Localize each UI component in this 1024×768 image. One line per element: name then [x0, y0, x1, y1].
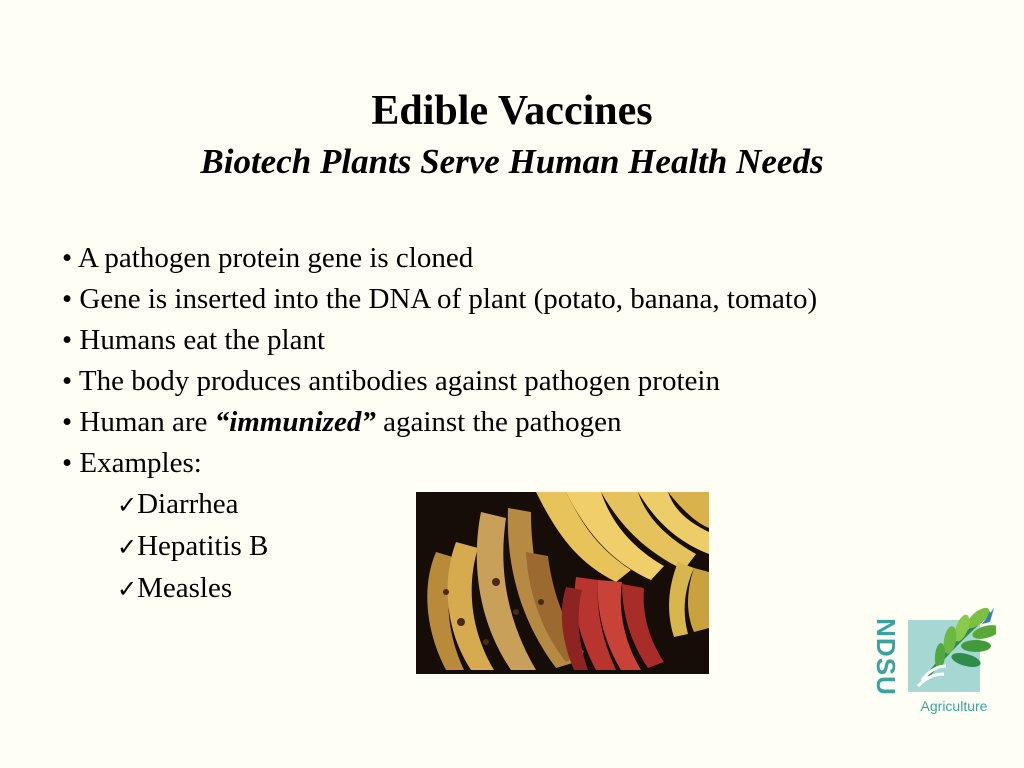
- bananas-illustration: [416, 492, 709, 674]
- checkmark-icon: ✓: [117, 575, 138, 603]
- logo-wordmark: NDSU: [871, 618, 901, 696]
- immunized-emphasis: “immunized”: [214, 406, 376, 438]
- bullet-item: [62, 238, 817, 279]
- bullet-item-examples: [62, 443, 817, 484]
- checkmark-icon: ✓: [117, 491, 138, 519]
- example-text: Hepatitis B: [137, 530, 269, 562]
- example-item: [117, 568, 268, 610]
- bullet-text: Humans eat the plant: [79, 324, 326, 356]
- examples-label: Examples:: [79, 447, 202, 479]
- bullet-marker: •: [62, 406, 73, 438]
- bullet-item: [62, 279, 817, 320]
- bullet-marker: •: [62, 447, 73, 479]
- bullet-marker: •: [62, 324, 73, 356]
- bullet-item-immunized: [62, 402, 817, 443]
- bananas-photo: [416, 492, 709, 674]
- examples-list: [117, 484, 268, 610]
- bullet-item: [62, 320, 817, 361]
- example-text: Diarrhea: [137, 488, 239, 520]
- immunized-after-text: against the pathogen: [375, 406, 622, 438]
- bullet-marker: •: [62, 283, 73, 315]
- bullet-text: Gene is inserted into the DNA of plant (potato, banana, tomato): [79, 283, 818, 315]
- ndsu-agriculture-logo: [872, 606, 996, 724]
- logo-tagline: Agriculture: [920, 698, 988, 714]
- bullet-item: [62, 361, 817, 402]
- bullet-text: A pathogen protein gene is cloned: [77, 242, 474, 274]
- example-item: [117, 526, 268, 568]
- example-item: [117, 484, 268, 526]
- leaf-emblem-icon: [908, 606, 996, 698]
- bullet-text: The body produces antibodies against pathogen protein: [78, 365, 720, 397]
- immunized-before-text: Human are: [79, 406, 215, 438]
- slide-title: Edible Vaccines: [371, 88, 653, 134]
- checkmark-icon: ✓: [117, 533, 138, 561]
- bullet-marker: •: [62, 365, 73, 397]
- example-text: Measles: [137, 572, 233, 604]
- slide-subtitle: Biotech Plants Serve Human Health Needs: [200, 142, 824, 181]
- bullet-marker: •: [62, 242, 73, 274]
- bullet-list: [62, 238, 817, 484]
